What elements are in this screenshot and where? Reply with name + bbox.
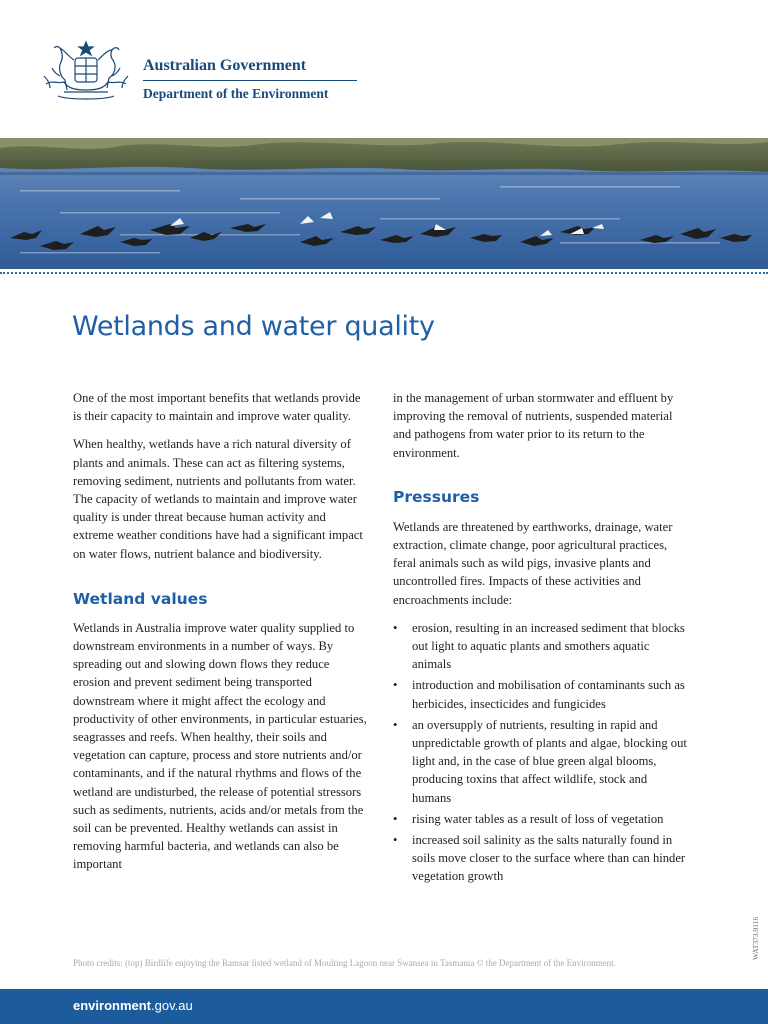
list-item: • increased soil salinity as the salts naturally found in soils move closer to the surface where than can hinder vegetation growth [393,831,689,886]
environment-website-link[interactable] [73,998,193,1013]
health-paragraph: When healthy, wetlands have a rich natural diversity of plants and animals. These can act as filtering systems, removing sediment, nutrients and pollutants from water. The capacity of wetlands to maintain and improve water quality is under threat because human activity and extreme weather conditions have had a significant impact on water flows, nutrient balance and biodiversity. [73,437,363,561]
list-item: • erosion, resulting in an increased sediment that blocks out light to aquatic plants and smothers aquatic animals [393,619,689,674]
left-column [73,389,369,884]
pressures-heading: Pressures [393,487,480,506]
pressures-paragraph: Wetlands are threatened by earthworks, drainage, water extraction, climate change, poor agricultural practices, feral animals such as wild pigs, invasive plants and uncontrolled fires. Impacts of these activities and encroachments include: [393,519,673,607]
header-divider [143,80,357,81]
impacts-list [393,619,689,886]
page-title: Wetlands and water quality [72,311,435,342]
intro-paragraph: One of the most important benefits that wetlands provide is their capacity to maintain and improve water quality. [73,391,361,424]
list-item: • rising water tables as a result of loss of vegetation [393,810,689,828]
australian-coat-of-arms-icon [38,38,134,106]
page-header [0,0,768,138]
list-item: • introduction and mobilisation of contaminants such as herbicides, insecticides and fungicides [393,676,689,712]
wetland-values-paragraph: Wetlands in Australia improve water quality supplied to downstream environments in a number of ways. By spreading out and slowing down flows they reduce erosion and prevent sediment being transported downstream where it might affect the ecology and productivity of other environments, in particular estuaries, seagrasses and reefs. When healthy, their soils and vegetation can capture, process and store nutrients and/or contaminants, and if the natural rhythms and flows of the wetland are undisturbed, the release of potential stressors such as sediments, nutrients, acids and/or metals from the soil can be prevented. Healthy wetlands can assist in removing harmful bacteria, and wetlands can also be important [73,620,367,872]
continued-paragraph: in the management of urban stormwater and effluent by improving the removal of nutrients, suspended material and pathogens from water prior to its return to the environment. [393,391,674,460]
photo-credit: Photo credits: (top) Birdlife enjoying the Ramsar listed wetland of Moulting Lagoon near Swansea in Tasmania © the Department of the Environment. [73,958,616,968]
department-name: Department of the Environment [143,86,329,101]
list-item: • an oversupply of nutrients, resulting in rapid and unpredictable growth of plants and algae, blocking out light and, in the case of blue green algal blooms, producing toxins that affect wildlife, stock and humans [393,716,689,807]
government-name: Australian Government [143,57,307,74]
link-domain-bold: environment [73,998,152,1013]
right-column [393,389,689,889]
section-divider [0,272,768,274]
wetland-photo [0,138,768,269]
link-domain-suffix: .gov.au [151,998,193,1013]
document-code: WAT373.0116 [751,916,760,960]
wetland-values-heading: Wetland values [73,589,208,608]
page-footer [0,989,768,1024]
